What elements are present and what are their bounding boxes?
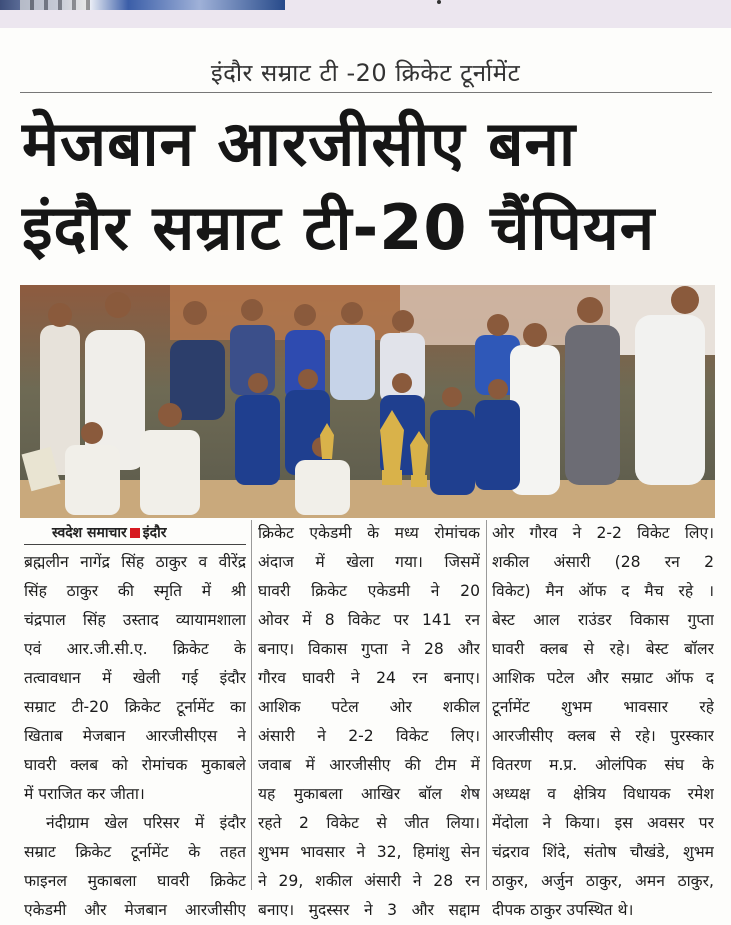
text-line: मेंदोला ने किया। इस अवसर पर [492,814,714,832]
text-line: ओर गौरव ने 2-2 विकेट लिए। [492,524,714,542]
byline-divider [24,544,246,545]
text-line: आशिक पटेल ओर शकील [258,698,480,716]
byline [52,524,166,542]
text-line: आशिक पटेल और सम्राट ऑफ द [492,669,714,687]
headline-line-2: इंदौर सम्राट टी-20 चैंपियन [22,191,656,264]
text-line: अंदाज में खेला गया। जिसमें [258,553,480,571]
text-line: बनाए। मुदस्सर ने 3 और सद्दाम [258,901,480,919]
previous-article-text-fragment [437,0,441,4]
text-line: अध्यक्ष व क्षेत्रिय विधायक रमेश [492,785,714,803]
previous-article-photo-detail [20,0,90,10]
text-line: जवाब में आरजीसीए की टीम में [258,756,480,774]
text-line: बनाए। विकास गुप्ता ने 28 और [258,640,480,658]
text-line: सिंह ठाकुर की स्मृति में श्री [24,582,246,600]
text-line: सम्राट क्रिकेट टूर्नामेंट के तहत [24,843,246,861]
text-line: बेस्ट आल राउंडर विकास गुप्ता [492,611,714,629]
text-line: अंसारी ने 2-2 विकेट लिए। [258,727,480,745]
text-line: शुभम भावसार ने 32, हिमांशु सेन [258,843,480,861]
text-line: यह मुकाबला आखिर बॉल शेष [258,785,480,803]
text-line: विकेट) मैन ऑफ द मैच रहे । [492,582,714,600]
text-line: ब्रह्मलीन नागेंद्र सिंह ठाकुर व वीरेंद्र [24,553,246,571]
team-trophy-photo-icon [20,285,715,518]
headline-line-1: मेजबान आरजीसीए बना [22,107,577,180]
text-line: सम्राट टी-20 क्रिकेट टूर्नामेंट का [24,698,246,716]
text-line: में पराजित कर जीता। [24,785,145,803]
kicker-divider [20,92,712,93]
text-line: गौरव घावरी ने 24 रन बनाए। [258,669,480,687]
text-line: खिताब मेजबान आरजीसीएस ने [24,727,246,745]
article-kicker: इंदौर सम्राट टी -20 क्रिकेट टूर्नामेंट [210,59,521,87]
byline-publication: स्वदेश समाचार [52,525,127,541]
byline-square-icon [130,528,140,538]
byline-city: इंदौर [142,525,167,541]
text-line: तत्वावधान में खेली गई इंदौर [24,669,246,687]
text-line: क्रिकेट एकेडमी के मध्य रोमांचक [258,524,480,542]
text-line: शकील अंसारी (28 रन 2 [492,553,714,571]
text-line: फाइनल मुकाबला घावरी क्रिकेट [24,872,246,890]
text-line: वितरण म.प्र. ओलंपिक संघ के [492,756,714,774]
previous-article-strip [0,0,731,28]
text-line: चंद्रराव शिंदे, संतोष चौखंडे, शुभम [492,843,714,861]
column-divider-1 [251,520,252,890]
text-line: ने 29, शकील अंसारी ने 28 रन [258,872,480,890]
text-line: घावरी क्रिकेट एकेडमी ने 20 [258,582,480,600]
text-line: एकेडमी और मेजबान आरजीसीए [24,901,246,919]
text-line: आरजीसीए क्लब से रहे। पुरस्कार [492,727,714,745]
column-divider-2 [486,520,487,890]
text-line: ओवर में 8 विकेट पर 141 रन [258,611,480,629]
article-column-3 [492,519,714,925]
text-line: ठाकुर, अर्जुन ठाकुर, अमन ठाकुर, [492,872,714,890]
text-line: नंदीग्राम खेल परिसर में इंदौर [46,814,246,832]
text-line: एवं आर.जी.सी.ए. क्रिकेट के [24,640,246,658]
article-column-2 [258,519,480,925]
text-line: टूर्नामेंट शुभम भावसार रहे [492,698,714,716]
article-column-1 [24,548,246,925]
team-trophy-photo [20,285,715,518]
text-line: दीपक ठाकुर उपस्थित थे। [492,901,634,919]
text-line: घावरी क्लब से रहे। बेस्ट बॉलर [492,640,714,658]
text-line: घावरी क्लब को रोमांचक मुकाबले [24,756,246,774]
text-line: रहते 2 विकेट से जीत लिया। [258,814,480,832]
text-line: चंद्रपाल सिंह उस्ताद व्यायामशाला [24,611,246,629]
